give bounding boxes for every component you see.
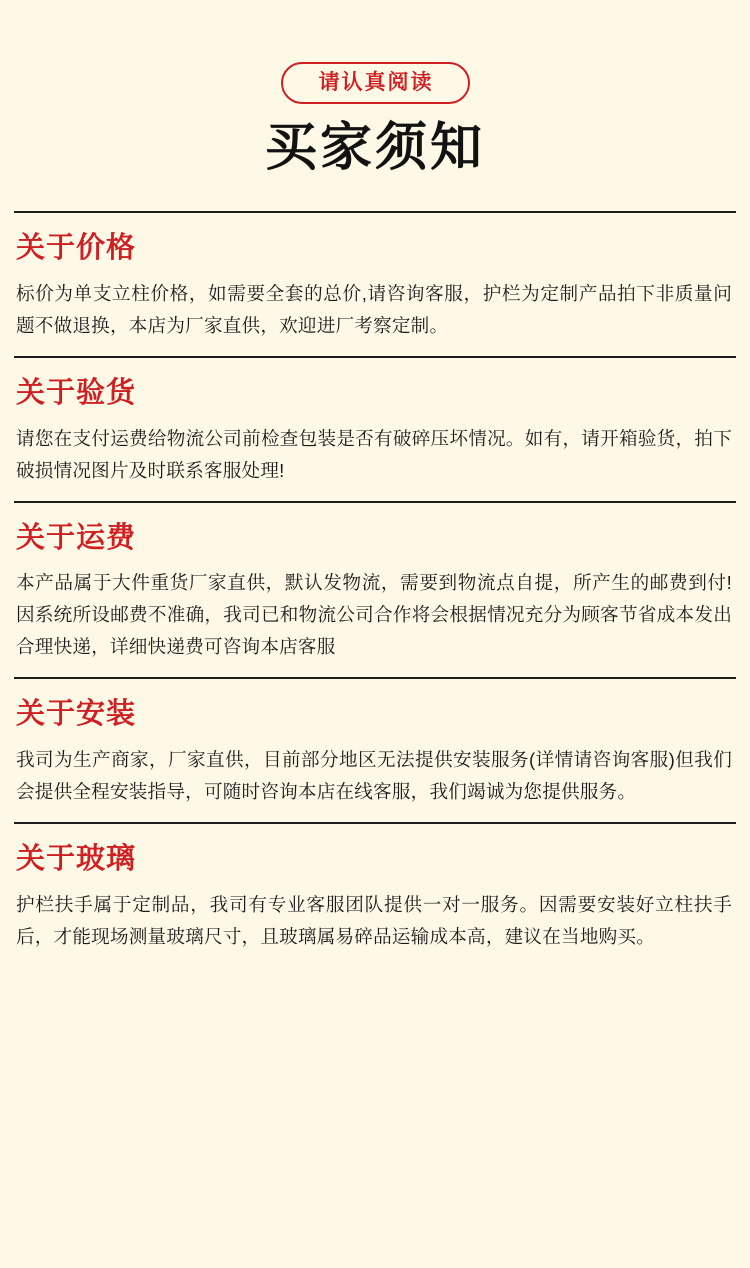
section-body: 护栏扶手属于定制品，我司有专业客服团队提供一对一服务。因需要安装好立柱扶手后，才能现场测量玻璃尺寸，且玻璃属易碎品运输成本高，建议在当地购买。: [16, 893, 732, 947]
read-carefully-badge: 请认真阅读: [281, 62, 470, 104]
section-body: 标价为单支立柱价格，如需要全套的总价,请咨询客服，护栏为定制产品拍下非质量问题不做退换，本店为厂家直供，欢迎进厂考察定制。: [16, 282, 732, 336]
page-header: [14, 0, 736, 177]
section-title: 关于玻璃: [16, 843, 137, 876]
section-title: 关于验货: [16, 376, 137, 409]
notice-section-price: [14, 211, 736, 356]
notice-section-installation: [14, 677, 736, 822]
notice-section-shipping: [14, 501, 736, 678]
section-title: 关于运费: [16, 521, 137, 554]
section-body: 请您在支付运费给物流公司前检查包装是否有破碎压坏情况。如有，请开箱验货，拍下破损情况图片及时联系客服处理!: [16, 427, 732, 481]
notice-sections: [14, 211, 736, 967]
section-body: 我司为生产商家，厂家直供，目前部分地区无法提供安装服务(详情请咨询客服)但我们会提供全程安装指导，可随时咨询本店在线客服，我们竭诚为您提供服务。: [16, 749, 732, 803]
page-title: 买家须知: [264, 119, 485, 177]
section-title: 关于安装: [16, 698, 137, 731]
section-title: 关于价格: [16, 232, 137, 265]
notice-section-glass: [14, 822, 736, 967]
notice-section-inspection: [14, 356, 736, 501]
section-body: 本产品属于大件重货厂家直供，默认发物流，需要到物流点自提，所产生的邮费到付!因系统所设邮费不准确，我司已和物流公司合作将会根据情况充分为顾客节省成本发出合理快递，详细快递费可咨询本店客服: [16, 572, 732, 658]
